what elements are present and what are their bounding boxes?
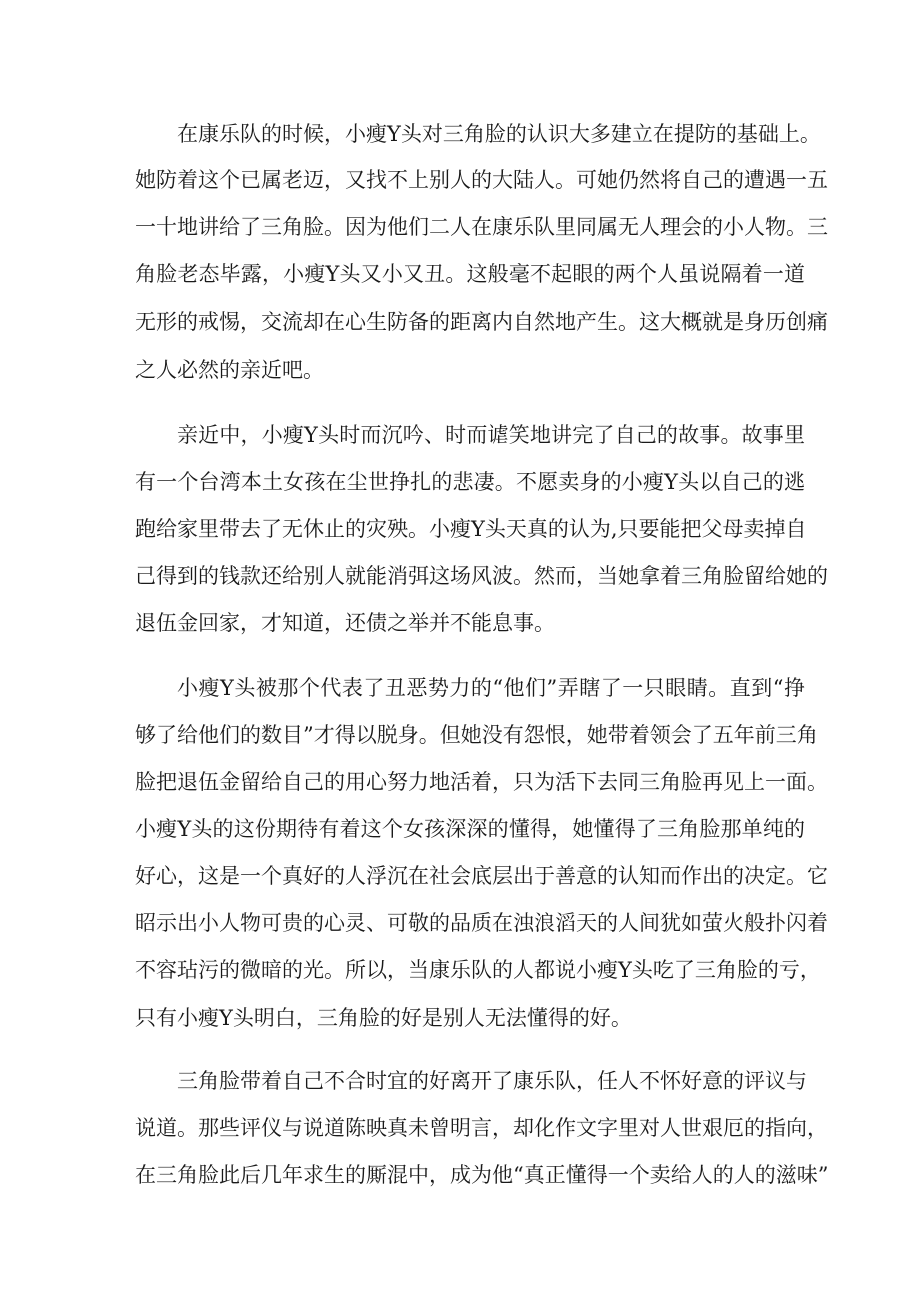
paragraph-3-line-6: 昭示出小人物可贵的心灵、可敬的品质在浊浪滔天的人间犹如萤火般扑闪着: [135, 911, 828, 935]
paragraph-3-line-5: 好心，这是一个真好的人浮沉在社会底层出于善意的认知而作出的决定。它: [135, 864, 828, 888]
paragraph-2-line-5: 退伍金回家，才知道，还债之举并不能息事。: [135, 611, 555, 635]
paragraph-3-line-7: 不容玷污的微暗的光。所以，当康乐队的人都说小瘦Y头吃了三角脸的亏，: [135, 958, 821, 982]
paragraph-3-line-4: 小瘦Y头的这份期待有着这个女孩深深的懂得，她懂得了三角脸那单纯的: [135, 817, 805, 841]
paragraph-1-line-5: 无形的戒惕，交流却在心生防备的距离内自然地产生。这大概就是身历创痛: [135, 310, 828, 334]
paragraph-3-line-2: 够了给他们的数目”才得以脱身。但她没有怨恨，她带着领会了五年前三角: [135, 723, 818, 747]
paragraph-1-line-3: 一十地讲给了三角脸。因为他们二人在康乐队里同属无人理会的小人物。三: [135, 215, 828, 239]
paragraph-3-line-8: 只有小瘦Y头明白，三角脸的好是别人无法懂得的好。: [135, 1006, 632, 1030]
paragraph-2-line-3: 跑给家里带去了无休止的灾殃。小瘦Y头天真的认为,只要能把父母卖掉自: [135, 517, 807, 541]
paragraph-3-line-3: 脸把退伍金留给自己的用心努力地活着，只为活下去同三角脸再见上一面。: [135, 770, 828, 794]
paragraph-1-line-6: 之人必然的亲近吧。: [135, 358, 324, 382]
paragraph-1-line-1: 在康乐队的时候，小瘦Y头对三角脸的认识大多建立在提防的基础上。: [177, 122, 821, 146]
paragraph-4-line-3: 在三角脸此后几年求生的厮混中，成为他“真正懂得一个卖给人的人的滋味”: [135, 1163, 829, 1187]
paragraph-3-line-1: 小瘦Y头被那个代表了丑恶势力的“他们”弄瞎了一只眼睛。直到“挣: [177, 676, 805, 700]
paragraph-2-line-4: 己得到的钱款还给别人就能消弭这场风波。然而，当她拿着三角脸留给她的: [135, 564, 828, 588]
paragraph-2-line-1: 亲近中，小瘦Y头时而沉吟、时而谑笑地讲完了自己的故事。故事里: [177, 423, 805, 447]
paragraph-1-line-2: 她防着这个已属老迈，又找不上别人的大陆人。可她仍然将自己的遭遇一五: [135, 168, 828, 192]
paragraph-2-line-2: 有一个台湾本土女孩在尘世挣扎的悲凄。不愿卖身的小瘦Y头以自己的逃: [135, 470, 805, 494]
paragraph-4-line-1: 三角脸带着自己不合时宜的好离开了康乐队，任人不怀好意的评议与: [177, 1069, 807, 1093]
paragraph-4-line-2: 说道。那些评仪与说道陈映真未曾明言，却化作文字里对人世艰厄的指向，: [135, 1116, 828, 1140]
paragraph-1-line-4: 角脸老态毕露，小瘦Y头又小又丑。这般毫不起眼的两个人虽说隔着一道: [135, 262, 805, 286]
